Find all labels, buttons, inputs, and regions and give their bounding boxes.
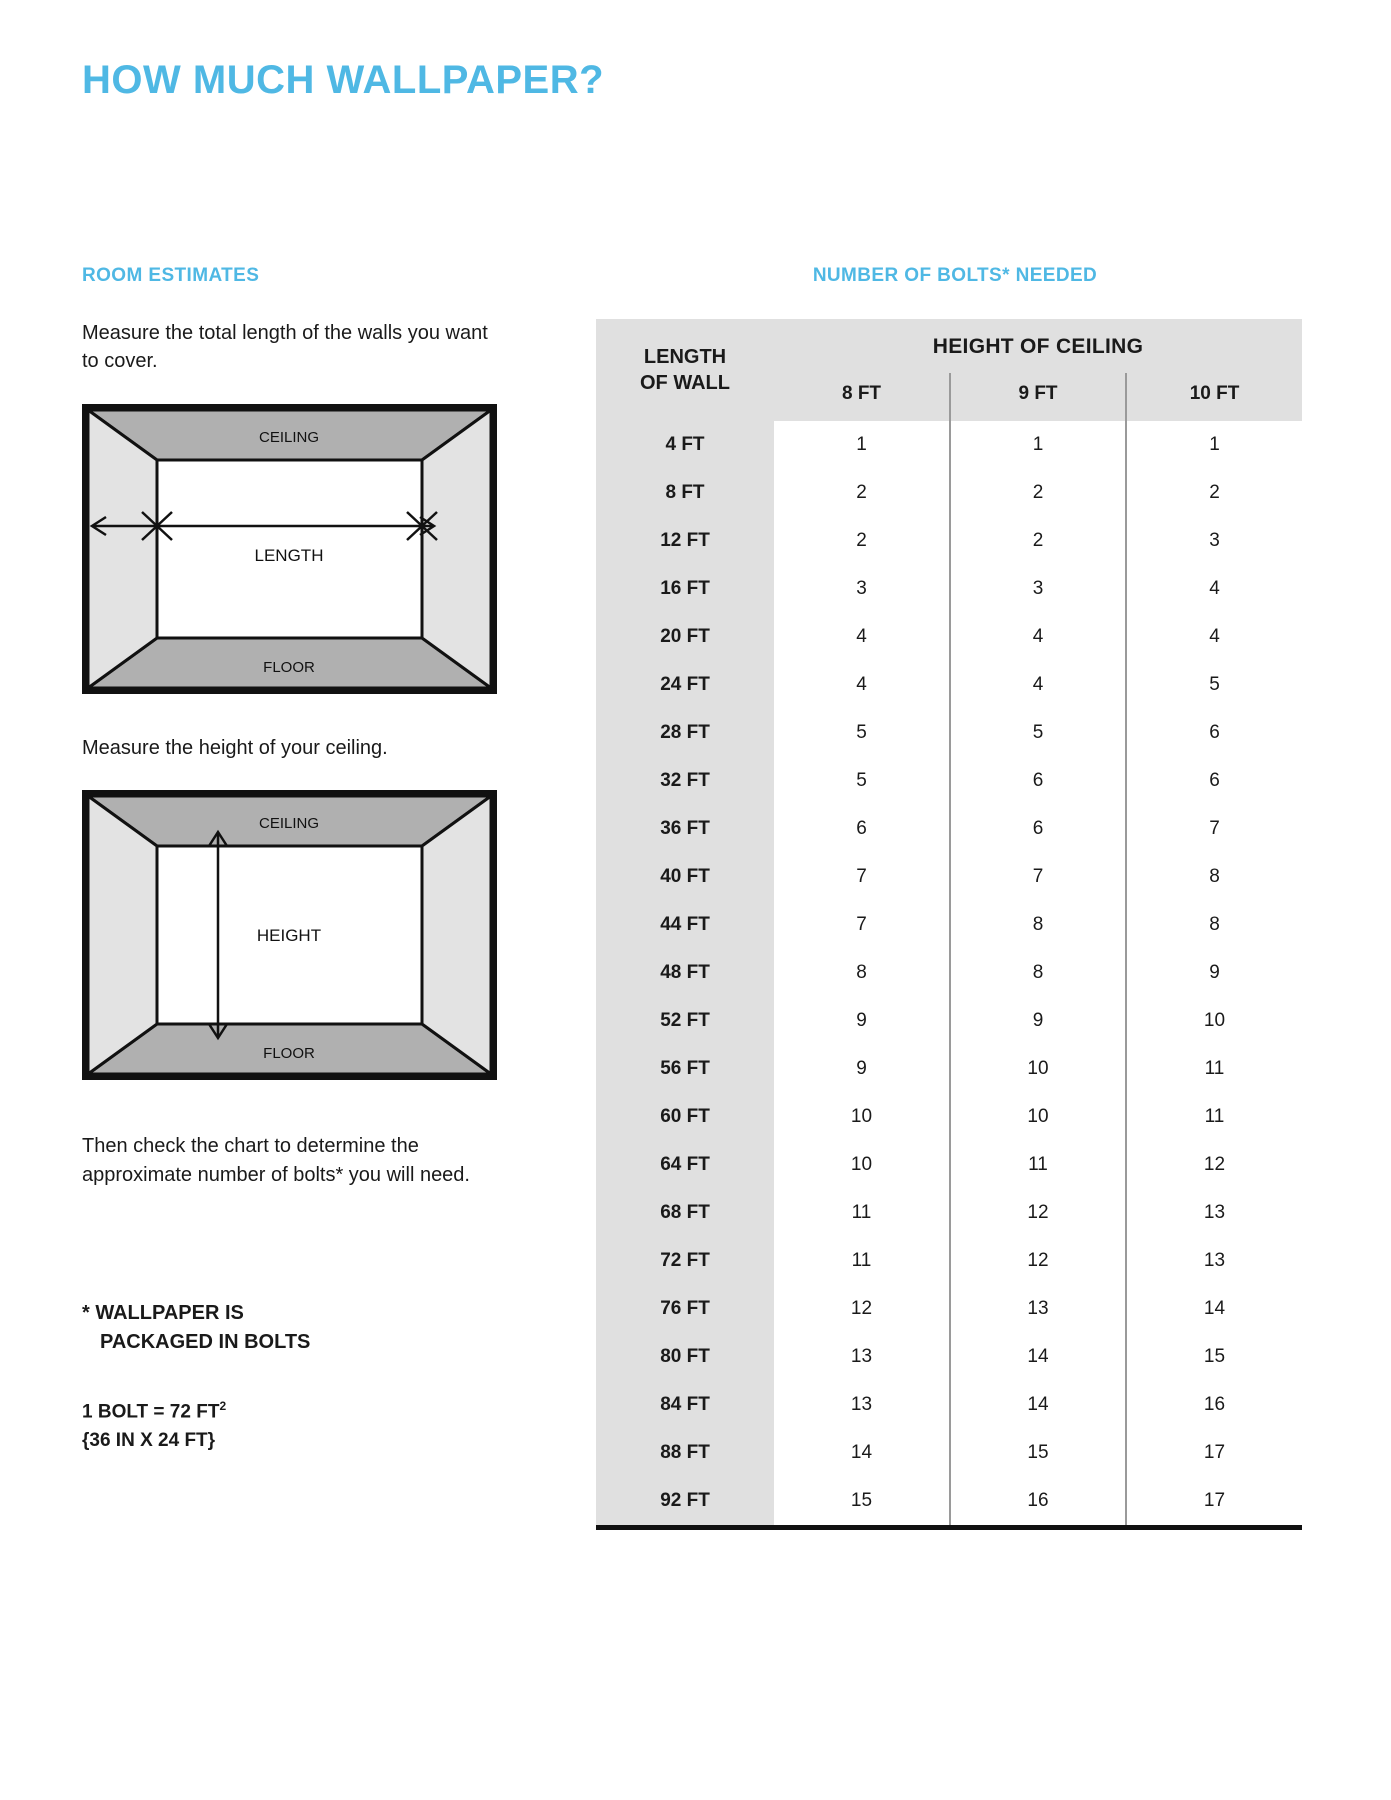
cell-9ft: 3 <box>950 565 1126 613</box>
table-row <box>596 1141 1302 1189</box>
cell-8ft: 15 <box>774 1477 950 1528</box>
cell-8ft: 2 <box>774 469 950 517</box>
cell-9ft: 12 <box>950 1189 1126 1237</box>
bolt-equivalence <box>82 1397 502 1455</box>
table-row <box>596 421 1302 469</box>
floor-label: FLOOR <box>263 1045 315 1063</box>
cell-8ft: 14 <box>774 1429 950 1477</box>
header-height-of-ceiling: HEIGHT OF CEILING <box>774 319 1302 373</box>
row-label: 28 FT <box>596 709 774 757</box>
cell-9ft: 14 <box>950 1381 1126 1429</box>
cell-9ft: 7 <box>950 853 1126 901</box>
header-col-10ft: 10 FT <box>1126 373 1302 421</box>
cell-10ft: 4 <box>1209 626 1220 647</box>
row-label: 16 FT <box>596 565 774 613</box>
row-label: 24 FT <box>596 661 774 709</box>
table-row <box>596 997 1302 1045</box>
row-label: 92 FT <box>596 1477 774 1528</box>
table-row <box>596 709 1302 757</box>
row-label: 52 FT <box>596 997 774 1045</box>
step-1-text: Measure the total length of the walls you want to cover. <box>82 322 488 373</box>
table-row <box>596 853 1302 901</box>
row-label: 56 FT <box>596 1045 774 1093</box>
table-row <box>596 949 1302 997</box>
step-2-text: Measure the height of your ceiling. <box>82 736 388 759</box>
cell-8ft: 8 <box>774 949 950 997</box>
row-label: 20 FT <box>596 613 774 661</box>
bolt-eq-superscript: 2 <box>219 1398 227 1413</box>
cell-8ft: 3 <box>774 565 950 613</box>
row-label: 68 FT <box>596 1189 774 1237</box>
table-row <box>596 901 1302 949</box>
bolts-table-head <box>596 319 1302 421</box>
step-3-text: Then check the chart to determine the approximate number of bolts* you will need. <box>82 1135 470 1186</box>
cell-8ft: 1 <box>774 421 950 469</box>
cell-10ft: 10 <box>1203 1010 1226 1031</box>
cell-10ft: 4 <box>1209 578 1220 599</box>
ceiling-label: CEILING <box>258 428 320 446</box>
floor-label: FLOOR <box>263 658 315 676</box>
cell-10ft: 5 <box>1209 674 1220 695</box>
cell-8ft: 9 <box>774 997 950 1045</box>
table-row <box>596 469 1302 517</box>
cell-8ft: 13 <box>774 1333 950 1381</box>
row-label: 88 FT <box>596 1429 774 1477</box>
cell-9ft: 14 <box>950 1333 1126 1381</box>
table-row <box>596 1045 1302 1093</box>
cell-8ft: 10 <box>774 1141 950 1189</box>
header-col-8ft: 8 FT <box>774 373 950 421</box>
room-length-diagram <box>82 404 497 704</box>
cell-9ft: 5 <box>950 709 1126 757</box>
cell-10ft: 3 <box>1209 530 1220 551</box>
cell-10ft: 6 <box>1209 722 1220 743</box>
table-row <box>596 565 1302 613</box>
cell-8ft: 13 <box>774 1381 950 1429</box>
cell-9ft: 4 <box>950 613 1126 661</box>
bolts-table-section <box>596 265 1314 1530</box>
row-label: 76 FT <box>596 1285 774 1333</box>
row-label: 8 FT <box>596 469 774 517</box>
table-row <box>596 1333 1302 1381</box>
cell-8ft: 2 <box>774 517 950 565</box>
row-label: 12 FT <box>596 517 774 565</box>
cell-8ft: 4 <box>774 613 950 661</box>
height-label: HEIGHT <box>256 926 322 946</box>
table-row <box>596 1285 1302 1333</box>
wallpaper-footnote <box>82 1299 502 1357</box>
cell-8ft: 7 <box>774 853 950 901</box>
table-row <box>596 1429 1302 1477</box>
bolt-eq-line-1: 1 BOLT = 72 FT <box>82 1401 220 1423</box>
cell-10ft: 16 <box>1203 1394 1226 1415</box>
cell-9ft: 9 <box>950 997 1126 1045</box>
cell-9ft: 15 <box>950 1429 1126 1477</box>
room-estimates-section <box>82 265 502 1455</box>
cell-10ft: 8 <box>1209 866 1220 887</box>
row-label: 64 FT <box>596 1141 774 1189</box>
cell-8ft: 11 <box>774 1189 950 1237</box>
row-label: 32 FT <box>596 757 774 805</box>
cell-9ft: 16 <box>950 1477 1126 1528</box>
row-label: 84 FT <box>596 1381 774 1429</box>
cell-8ft: 5 <box>774 757 950 805</box>
header-length-of-wall <box>596 319 774 421</box>
cell-10ft: 17 <box>1203 1442 1226 1463</box>
table-row <box>596 805 1302 853</box>
cell-9ft: 13 <box>950 1285 1126 1333</box>
row-label: 44 FT <box>596 901 774 949</box>
cell-8ft: 10 <box>774 1093 950 1141</box>
cell-10ft: 15 <box>1203 1346 1226 1367</box>
table-row <box>596 757 1302 805</box>
cell-8ft: 9 <box>774 1045 950 1093</box>
bolt-eq-line-2: {36 IN X 24 FT} <box>82 1429 216 1451</box>
cell-9ft: 6 <box>950 805 1126 853</box>
cell-9ft: 12 <box>950 1237 1126 1285</box>
cell-9ft: 11 <box>950 1141 1126 1189</box>
footnote-line-2: PACKAGED IN BOLTS <box>100 1330 311 1353</box>
ceiling-label: CEILING <box>258 815 320 833</box>
cell-10ft: 6 <box>1209 770 1220 791</box>
page-title: HOW MUCH WALLPAPER? <box>82 58 605 102</box>
cell-8ft: 11 <box>774 1237 950 1285</box>
row-label: 60 FT <box>596 1093 774 1141</box>
cell-10ft: 12 <box>1203 1154 1226 1175</box>
header-col-9ft: 9 FT <box>950 373 1126 421</box>
cell-8ft: 4 <box>774 661 950 709</box>
cell-9ft: 10 <box>950 1045 1126 1093</box>
cell-10ft: 13 <box>1203 1202 1226 1223</box>
cell-10ft: 14 <box>1203 1298 1226 1319</box>
length-label: LENGTH <box>254 545 324 565</box>
cell-10ft: 8 <box>1209 914 1220 935</box>
row-label: 80 FT <box>596 1333 774 1381</box>
row-label: 36 FT <box>596 805 774 853</box>
table-row <box>596 1237 1302 1285</box>
cell-9ft: 2 <box>950 469 1126 517</box>
cell-9ft: 4 <box>950 661 1126 709</box>
header-length-line-1: LENGTH <box>643 346 727 368</box>
room-height-diagram <box>82 790 497 1090</box>
table-header-row-group <box>596 319 1302 373</box>
cell-9ft: 8 <box>950 901 1126 949</box>
table-row <box>596 1381 1302 1429</box>
cell-9ft: 1 <box>950 421 1126 469</box>
header-length-line-2: OF WALL <box>640 372 730 394</box>
row-label: 40 FT <box>596 853 774 901</box>
room-estimates-heading: ROOM ESTIMATES <box>82 265 260 286</box>
table-row <box>596 1477 1302 1528</box>
table-row <box>596 1189 1302 1237</box>
footnote-line-1: * WALLPAPER IS <box>82 1301 244 1324</box>
bolts-table-body <box>596 421 1302 1528</box>
cell-10ft: 7 <box>1209 818 1220 839</box>
cell-9ft: 6 <box>950 757 1126 805</box>
table-row <box>596 1093 1302 1141</box>
cell-8ft: 12 <box>774 1285 950 1333</box>
cell-8ft: 7 <box>774 901 950 949</box>
row-label: 72 FT <box>596 1237 774 1285</box>
row-label: 4 FT <box>596 421 774 469</box>
cell-10ft: 11 <box>1204 1058 1225 1079</box>
cell-10ft: 9 <box>1209 962 1220 983</box>
cell-10ft: 11 <box>1204 1106 1225 1127</box>
cell-9ft: 2 <box>950 517 1126 565</box>
row-label: 48 FT <box>596 949 774 997</box>
cell-10ft: 13 <box>1203 1250 1226 1271</box>
table-row <box>596 517 1302 565</box>
bolts-table-heading: NUMBER OF BOLTS* NEEDED <box>812 265 1098 286</box>
cell-10ft: 2 <box>1209 482 1220 503</box>
table-row <box>596 661 1302 709</box>
cell-9ft: 8 <box>950 949 1126 997</box>
bolts-table <box>596 319 1302 1530</box>
cell-10ft: 17 <box>1126 1477 1302 1528</box>
table-row <box>596 613 1302 661</box>
cell-9ft: 10 <box>950 1093 1126 1141</box>
cell-8ft: 5 <box>774 709 950 757</box>
cell-8ft: 6 <box>774 805 950 853</box>
cell-10ft: 1 <box>1209 434 1220 455</box>
